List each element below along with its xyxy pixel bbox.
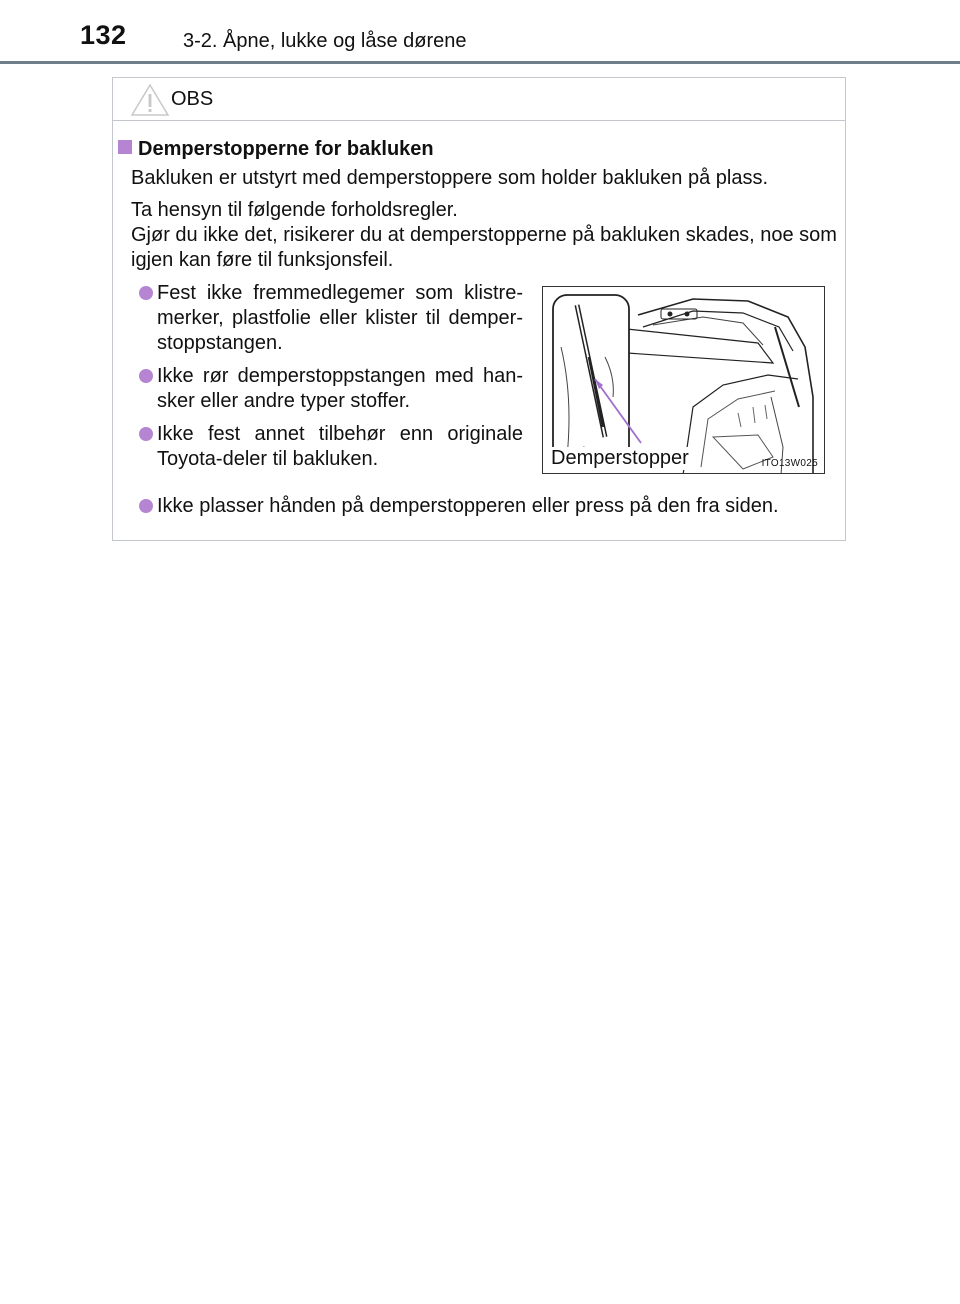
list-item: Ikke rør demperstoppstangen med han-sker eller andre typer stoffer. — [139, 364, 523, 414]
section-title: 3-2. Åpne, lukke og låse dørene — [183, 30, 467, 52]
notice-label: OBS — [171, 88, 214, 110]
warning-triangle-icon — [130, 83, 170, 117]
page-number: 132 — [80, 20, 127, 50]
notice-header — [113, 78, 845, 121]
figure-code: ITO13W025 — [761, 458, 818, 469]
round-bullet-icon — [139, 499, 153, 513]
list-item: Ikke fest annet tilbehør enn originale Toyota-deler til bakluken. — [139, 422, 523, 472]
round-bullet-icon — [139, 286, 153, 300]
round-bullet-icon — [139, 369, 153, 383]
round-bullet-icon — [139, 427, 153, 441]
figure-label: Demperstopper — [551, 447, 689, 469]
notice-box — [112, 77, 846, 541]
tailgate-drawing — [543, 287, 825, 474]
header-divider — [0, 61, 960, 64]
subheading — [118, 138, 434, 161]
damper-illustration — [542, 286, 825, 474]
list-item: Fest ikke fremmedlegemer som klistre-merker, plastfolie eller klister til demper-stoppstangen. — [139, 281, 523, 356]
list-item: Ikke plasser hånden på demperstopperen eller press på den fra siden. — [139, 494, 857, 519]
precaution-list — [139, 281, 523, 480]
precaution-consequence: Gjør du ikke det, risikerer du at demperstopperne på bakluken skades, noe som igjen kan føre til funksjonsfeil. — [131, 224, 837, 271]
subheading-text: Demperstopperne for bakluken — [138, 138, 434, 160]
square-bullet-icon — [118, 140, 132, 154]
precaution-intro: Ta hensyn til følgende forholdsregler. — [131, 199, 458, 221]
intro-paragraph: Bakluken er utstyrt med demperstoppere som holder bakluken på plass. — [131, 167, 769, 189]
